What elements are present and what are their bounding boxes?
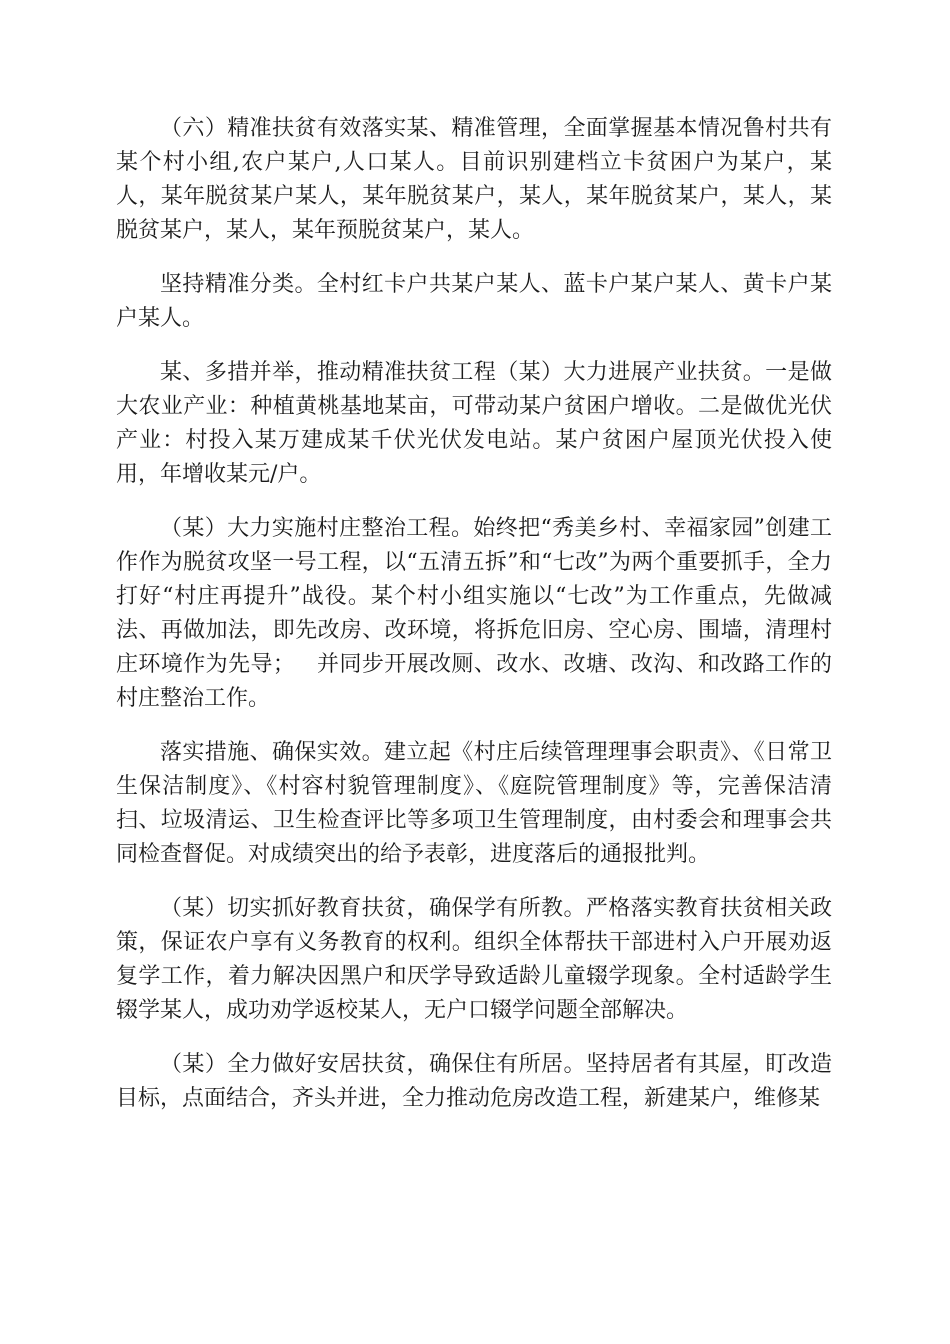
paragraph-industry: 某、多措并举，推动精准扶贫工程（某）大力进展产业扶贫。一是做大农业产业：种植黄桃基地某亩，可带动某户贫困户增收。二是做优光伏产业：村投入某万建成某千伏光伏发电站。某户贫困户屋顶光伏投入使用，年增收某元/户。	[116, 360, 832, 487]
paragraph-education: （某）切实抓好教育扶贫，确保学有所教。严格落实教育扶贫相关政策，保证农户享有义务教育的权利。组织全体帮扶干部进村入户开展劝返复学工作，着力解决因黑户和厌学导致适龄儿童辍学现象。全村适龄学生辍学某人，成功劝学返校某人，无户口辍学问题全部解决。	[116, 896, 832, 1023]
paragraph-poverty-overview: （六）精准扶贫有效落实某、精准管理，全面掌握基本情况鲁村共有某个村小组,农户某户,人口某人。目前识别建档立卡贫困户为某户，某人，某年脱贫某户某人，某年脱贫某户，某人，某年脱贫某户，某人，某脱贫某户，某人，某年预脱贫某户，某人。	[116, 116, 832, 243]
paragraph-measures: 落实措施、确保实效。建立起《村庄后续管理理事会职责》、《日常卫生保洁制度》、《村容村貌管理制度》、《庭院管理制度》等，完善保洁清扫、垃圾清运、卫生检查评比等多项卫生管理制度，由村委会和理事会共同检查督促。对成绩突出的给予表彰，进度落后的通报批判。	[116, 740, 832, 867]
paragraph-classification: 坚持精准分类。全村红卡户共某户某人、蓝卡户某户某人、黄卡户某户某人。	[116, 272, 832, 331]
document-body	[116, 112, 832, 1136]
paragraph-housing: （某）全力做好安居扶贫，确保住有所居。坚持居者有其屋，盯改造目标，点面结合，齐头并进，全力推动危房改造工程，新建某户，维修某	[116, 1052, 832, 1111]
paragraph-village-renovation: （某）大力实施村庄整治工程。始终把“秀美乡村、幸福家园”创建工作作为脱贫攻坚一号工程，以“五清五拆”和“七改”为两个重要抓手，全力打好“村庄再提升”战役。某个村小组实施以“七改”为工作重点，先做减法、再做加法，即先改房、改环境，将拆危旧房、空心房、围墙，清理村庄环境作为先导； 并同步开展改厕、改水、改塘、改沟、和改路工作的村庄整治工作。	[116, 516, 832, 711]
